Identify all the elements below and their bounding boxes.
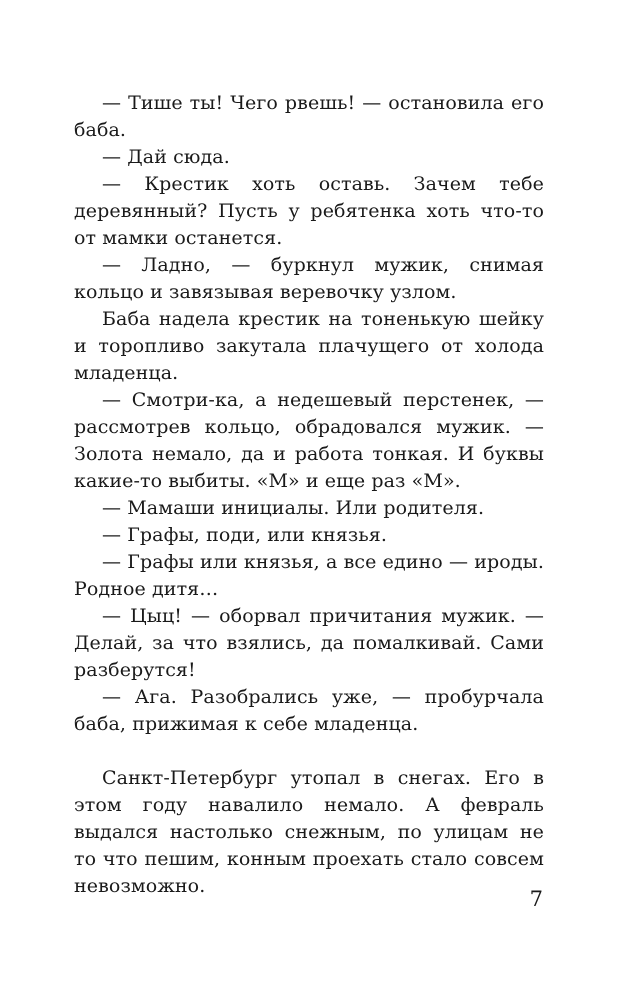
paragraph: Баба надела крестик на тоненькую шейку и торопливо закутала плачущего от холода младенца. (74, 308, 544, 384)
paragraph: — Цыц! — оборвал причитания мужик. — Делай, за что взялись, да помалкивай. Сами разберутся! (74, 605, 544, 681)
paragraph: Санкт-Петербург утопал в снегах. Его в этом году навалило немало. А февраль выдался настолько снежным, по улицам не то что пешим, конным проехать стало совсем невозможно. (74, 767, 544, 897)
narrative-section (74, 765, 544, 900)
paragraph: — Мамаши инициалы. Или родителя. (102, 497, 485, 519)
page-text (74, 90, 544, 900)
paragraph: — Графы, поди, или князья. (102, 524, 388, 546)
paragraph: — Графы или князья, а все едино — ироды. Родное дитя… (74, 551, 544, 600)
paragraph: — Смотри-ка, а недешевый перстенек, — рассмотрев кольцо, обрадовался мужик. — Золота немало, да и работа тонкая. И буквы какие-то выбиты. «М» и еще раз «М». (74, 389, 544, 492)
section-break (74, 738, 544, 765)
paragraph: — Тише ты! Чего рвешь! — остановила его баба. (74, 92, 544, 141)
page-number: 7 (529, 887, 543, 911)
paragraph: — Дай сюда. (102, 146, 230, 168)
paragraph: — Ладно, — буркнул мужик, снимая кольцо и завязывая веревочку узлом. (74, 254, 544, 303)
dialogue-section (74, 90, 544, 738)
paragraph: — Ага. Разобрались уже, — пробурчала баба, прижимая к себе младенца. (74, 686, 544, 735)
paragraph: — Крестик хоть оставь. Зачем тебе деревянный? Пусть у ребятенка хоть что-то от мамки останется. (74, 173, 544, 249)
